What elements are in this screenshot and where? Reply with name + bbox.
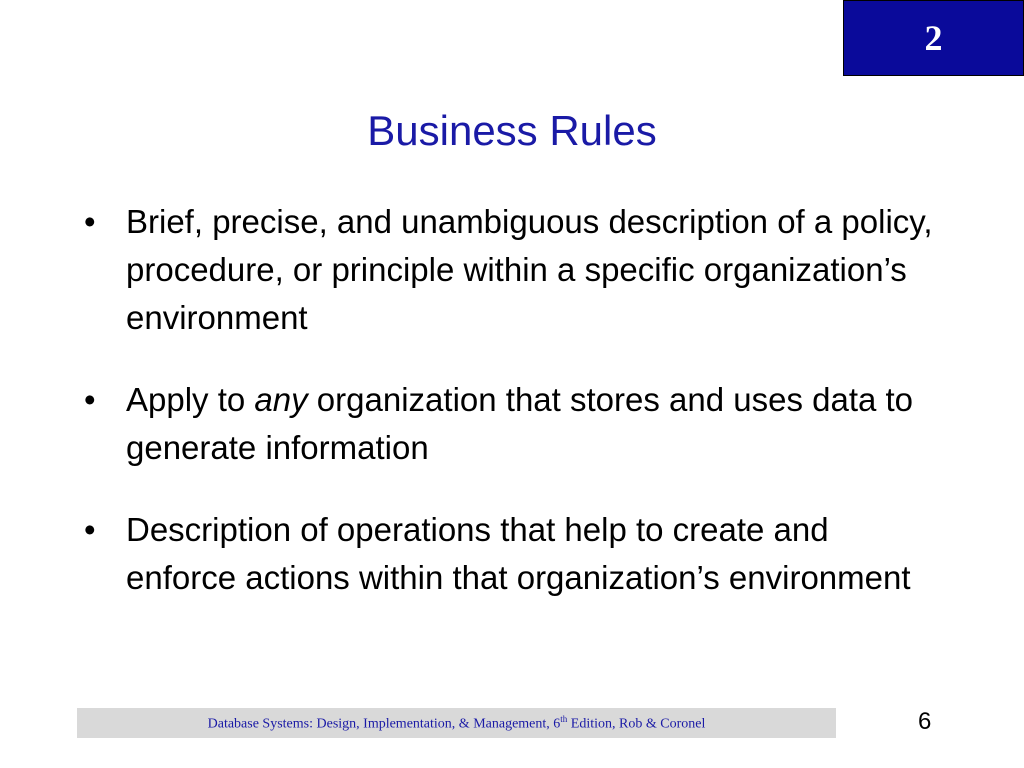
bullet-text-end: organization that stores and uses data to generate information: [126, 381, 914, 466]
bullet-text: Brief, precise, and unambiguous description of a policy, procedure, or principle within a specific organization’s environment: [126, 203, 933, 336]
slide-title: Business Rules: [367, 107, 657, 154]
bullet-item: [84, 198, 944, 342]
bullet-text-start: Apply to: [126, 381, 255, 418]
footer-bar: [77, 708, 836, 738]
bullet-item: [84, 506, 944, 602]
footer-citation: [208, 714, 706, 733]
page-number: 6: [918, 708, 932, 735]
footer-text-end: Edition, Rob & Coronel: [567, 716, 706, 732]
footer-superscript: th: [560, 713, 568, 724]
bullet-list: [84, 198, 944, 636]
bullet-item: [84, 376, 944, 472]
footer-text-start: Database Systems: Design, Implementation, & Management, 6: [207, 716, 561, 732]
bullet-emphasis: any: [254, 381, 308, 418]
bullet-icon: •: [84, 381, 96, 418]
chapter-number: 2: [924, 18, 943, 58]
chapter-badge: [843, 0, 1024, 76]
bullet-text: Description of operations that help to create and enforce actions within that organization’s environment: [126, 511, 911, 596]
bullet-icon: •: [84, 511, 96, 548]
bullet-icon: •: [84, 203, 96, 240]
